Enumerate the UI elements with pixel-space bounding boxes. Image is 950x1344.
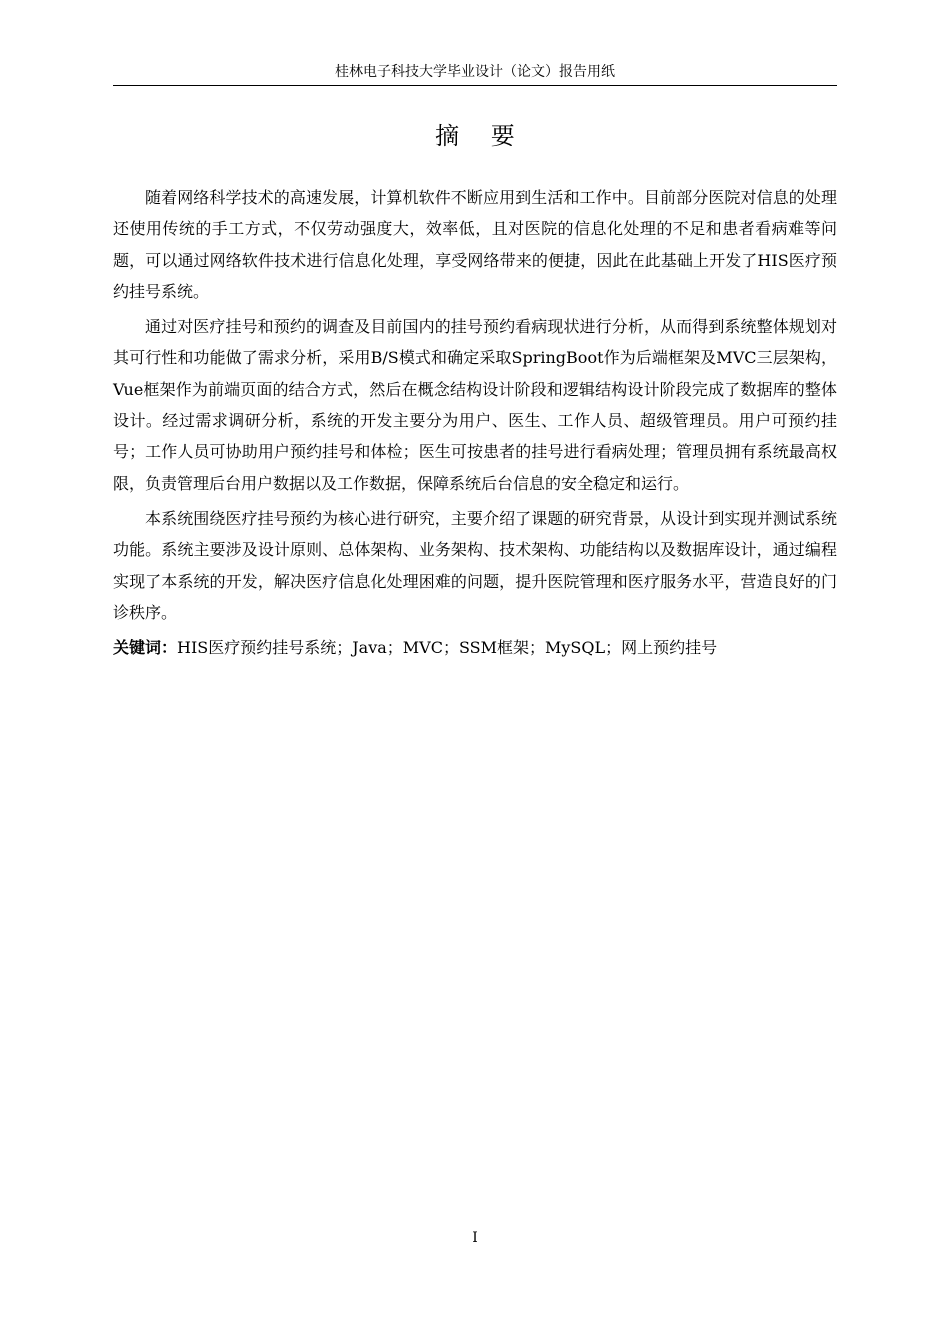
- keywords-label: 关键词：: [113, 638, 178, 658]
- keywords-line: [113, 632, 837, 663]
- abstract-body: [113, 182, 837, 663]
- abstract-paragraph-3: 本系统围绕医疗挂号预约为核心进行研究，主要介绍了课题的研究背景，从设计到实现并测试系统功能。系统主要涉及设计原则、总体架构、业务架构、技术架构、功能结构以及数据库设计，通过编程实现了本系统的开发，解决医疗信息化处理困难的问题，提升医院管理和医疗服务水平，营造良好的门诊秩序。: [113, 508, 837, 622]
- header-divider: [113, 85, 837, 86]
- abstract-paragraph-1: 随着网络科学技术的高速发展，计算机软件不断应用到生活和工作中。目前部分医院对信息的处理还使用传统的手工方式，不仅劳动强度大，效率低，且对医院的信息化处理的不足和患者看病难等问题，可以通过网络软件技术进行信息化处理，享受网络带来的便捷，因此在此基础上开发了HIS医疗预约挂号系统。: [113, 188, 837, 301]
- abstract-paragraph-2: 通过对医疗挂号和预约的调查及目前国内的挂号预约看病现状进行分析，从而得到系统整体规划对其可行性和功能做了需求分析，采用B/S模式和确定采取SpringBoot作为后端框架及MVC三层架构，Vue框架作为前端页面的结合方式，然后在概念结构设计阶段和逻辑结构设计阶段完成了数据库的整体设计。经过需求调研分析，系统的开发主要分为用户、医生、工作人员、超级管理员。用户可预约挂号；工作人员可协助用户预约挂号和体检；医生可按患者的挂号进行看病处理；管理员拥有系统最高权限，负责管理后台用户数据以及工作数据，保障系统后台信息的安全稳定和运行。: [113, 317, 837, 493]
- page-number: I: [472, 1230, 478, 1246]
- keywords-text: HIS医疗预约挂号系统；Java；MVC；SSM框架；MySQL；网上预约挂号: [177, 638, 718, 658]
- running-header: 桂林电子科技大学毕业设计（论文）报告用纸: [335, 64, 615, 80]
- page-title: 摘 要: [435, 122, 527, 150]
